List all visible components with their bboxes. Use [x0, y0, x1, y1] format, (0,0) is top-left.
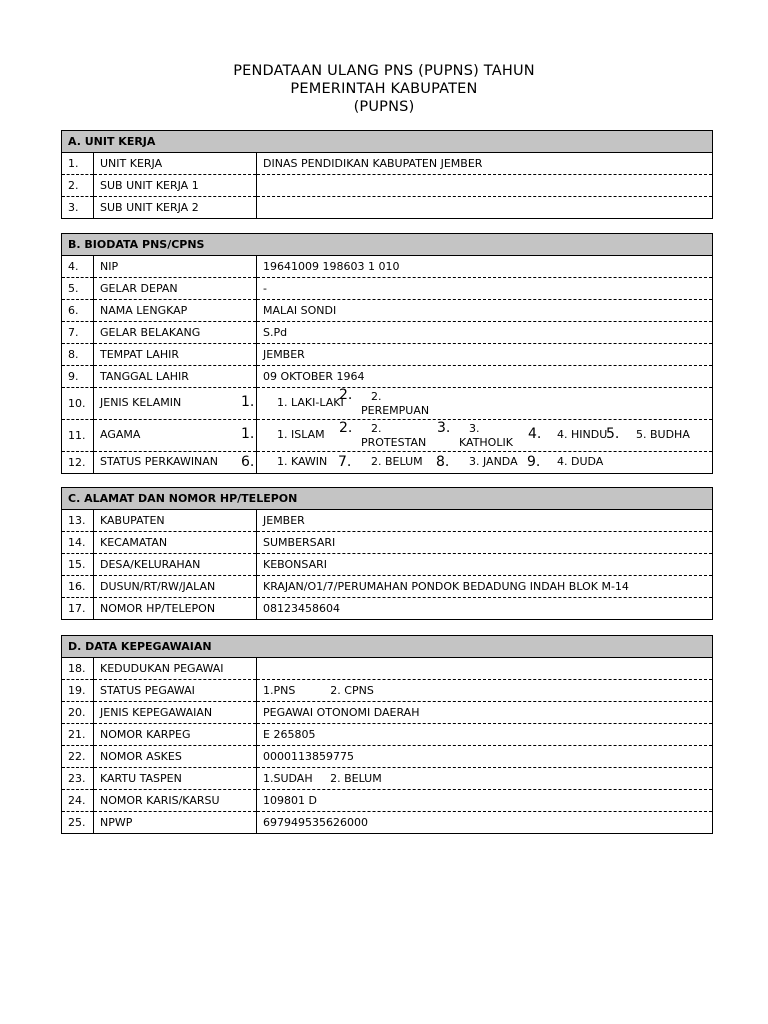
row-label: NOMOR HP/TELEPON [94, 598, 257, 620]
row-number: 8. [62, 344, 94, 366]
table-row [62, 510, 713, 532]
row-label [94, 420, 257, 452]
row-label: SUB UNIT KERJA 1 [94, 175, 257, 197]
table-row [62, 554, 713, 576]
row-number: 2. [62, 175, 94, 197]
row-label: STATUS PEGAWAI [94, 680, 257, 702]
title-line-3: (PUPNS) [353, 99, 415, 115]
option-katholik[interactable]: KATHOLIK [459, 436, 513, 449]
table-row [62, 366, 713, 388]
option-marker: 8. [436, 454, 450, 470]
option-hindu[interactable]: 4. HINDU [557, 428, 608, 441]
row-value[interactable]: 09 OKTOBER 1964 [257, 366, 713, 388]
table-row-jenis-kelamin [62, 388, 713, 420]
option-marker: 4. [528, 426, 542, 442]
option-laki-laki[interactable]: 1. LAKI-LAKI [277, 396, 344, 409]
table-row-status-perkawinan [62, 452, 713, 474]
option-kawin[interactable]: 1. KAWIN [277, 455, 328, 468]
row-number: 16. [62, 576, 94, 598]
option-belum[interactable]: 2. BELUM [371, 455, 423, 468]
row-label: DUSUN/RT/RW/JALAN [94, 576, 257, 598]
row-label: NPWP [94, 812, 257, 834]
row-value[interactable]: SUMBERSARI [257, 532, 713, 554]
option-marker: 1. [241, 394, 255, 410]
table-row [62, 197, 713, 219]
row-value[interactable]: DINAS PENDIDIKAN KABUPATEN JEMBER [257, 153, 713, 175]
row-number: 22. [62, 746, 94, 768]
row-number: 21. [62, 724, 94, 746]
section-kepegawaian [61, 635, 713, 834]
table-row [62, 256, 713, 278]
title-line-2: PEMERINTAH KABUPATEN [290, 81, 478, 97]
row-value[interactable]: JEMBER [257, 344, 713, 366]
row-value[interactable]: PEGAWAI OTONOMI DAERAH [257, 702, 713, 724]
row-label: UNIT KERJA [94, 153, 257, 175]
table-row [62, 175, 713, 197]
row-value[interactable]: 1.PNS 2. CPNS [257, 680, 713, 702]
row-number: 12. [62, 452, 94, 474]
row-label: NOMOR KARPEG [94, 724, 257, 746]
row-number: 25. [62, 812, 94, 834]
row-number: 5. [62, 278, 94, 300]
row-label: KARTU TASPEN [94, 768, 257, 790]
row-value[interactable]: - [257, 278, 713, 300]
row-value[interactable]: 1.SUDAH 2. BELUM [257, 768, 713, 790]
table-row [62, 702, 713, 724]
row-number: 24. [62, 790, 94, 812]
row-value[interactable]: 08123458604 [257, 598, 713, 620]
row-value[interactable]: 0000113859775 [257, 746, 713, 768]
option-janda[interactable]: 3. JANDA [469, 455, 518, 468]
gender-options [257, 388, 713, 420]
religion-options [257, 420, 713, 452]
row-number: 19. [62, 680, 94, 702]
row-label: KECAMATAN [94, 532, 257, 554]
label-text: AGAMA [100, 428, 141, 441]
row-label: SUB UNIT KERJA 2 [94, 197, 257, 219]
row-number: 7. [62, 322, 94, 344]
section-header: B. BIODATA PNS/CPNS [62, 234, 713, 256]
section-header: C. ALAMAT DAN NOMOR HP/TELEPON [62, 488, 713, 510]
row-value[interactable]: 697949535626000 [257, 812, 713, 834]
table-row [62, 658, 713, 680]
option-marker: 1. [241, 426, 255, 442]
row-label: TANGGAL LAHIR [94, 366, 257, 388]
table-row [62, 680, 713, 702]
table-row [62, 532, 713, 554]
row-number: 11. [62, 420, 94, 452]
row-label: TEMPAT LAHIR [94, 344, 257, 366]
option-number: 2. [371, 422, 382, 435]
row-label: GELAR BELAKANG [94, 322, 257, 344]
table-row [62, 768, 713, 790]
title-line-1: PENDATAAN ULANG PNS (PUPNS) TAHUN [233, 63, 535, 79]
option-number: 3. [469, 422, 480, 435]
row-number: 13. [62, 510, 94, 532]
row-number: 23. [62, 768, 94, 790]
label-text: JENIS KELAMIN [100, 396, 182, 409]
row-value[interactable]: 19641009 198603 1 010 [257, 256, 713, 278]
row-value[interactable]: 109801 D [257, 790, 713, 812]
section-header: A. UNIT KERJA [62, 131, 713, 153]
row-number: 20. [62, 702, 94, 724]
row-label: DESA/KELURAHAN [94, 554, 257, 576]
table-row [62, 278, 713, 300]
option-perempuan[interactable]: PEREMPUAN [361, 404, 430, 417]
row-number: 14. [62, 532, 94, 554]
row-value[interactable]: JEMBER [257, 510, 713, 532]
row-value[interactable]: KRAJAN/O1/7/PERUMAHAN PONDOK BEDADUNG INDAH BLOK M-14 [257, 576, 713, 598]
table-row [62, 724, 713, 746]
table-row [62, 598, 713, 620]
label-text: STATUS PERKAWINAN [100, 455, 219, 468]
section-alamat [61, 487, 713, 620]
option-marker: 5. [606, 426, 620, 442]
row-label: NIP [94, 256, 257, 278]
table-row [62, 344, 713, 366]
option-protestan[interactable]: PROTESTAN [361, 436, 427, 449]
option-marker: 2. [339, 387, 353, 403]
row-value[interactable]: MALAI SONDI [257, 300, 713, 322]
option-marker: 3. [437, 420, 451, 436]
row-number: 9. [62, 366, 94, 388]
marital-options [257, 452, 713, 474]
table-row-agama [62, 420, 713, 452]
row-label: NOMOR KARIS/KARSU [94, 790, 257, 812]
row-number: 17. [62, 598, 94, 620]
table-row [62, 746, 713, 768]
section-header: D. DATA KEPEGAWAIAN [62, 636, 713, 658]
row-label [94, 388, 257, 420]
row-label: GELAR DEPAN [94, 278, 257, 300]
row-label: JENIS KEPEGAWAIAN [94, 702, 257, 724]
row-label: KEDUDUKAN PEGAWAI [94, 658, 257, 680]
option-marker: 2. [339, 420, 353, 436]
option-marker: 6. [241, 454, 255, 470]
option-marker: 7. [338, 454, 352, 470]
table-row [62, 300, 713, 322]
row-value[interactable]: E 265805 [257, 724, 713, 746]
row-value[interactable]: KEBONSARI [257, 554, 713, 576]
row-number: 10. [62, 388, 94, 420]
row-number: 4. [62, 256, 94, 278]
row-value[interactable] [257, 658, 713, 680]
option-number: 2. [371, 390, 382, 403]
table-row [62, 812, 713, 834]
row-number: 6. [62, 300, 94, 322]
row-number: 1. [62, 153, 94, 175]
table-row [62, 322, 713, 344]
row-value[interactable] [257, 175, 713, 197]
row-number: 3. [62, 197, 94, 219]
section-unit-kerja [61, 130, 713, 219]
row-number: 15. [62, 554, 94, 576]
row-label: KABUPATEN [94, 510, 257, 532]
row-label [94, 452, 257, 474]
row-number: 18. [62, 658, 94, 680]
row-label: NOMOR ASKES [94, 746, 257, 768]
table-row [62, 790, 713, 812]
option-marker: 9. [527, 454, 541, 470]
row-label: NAMA LENGKAP [94, 300, 257, 322]
form-title [0, 62, 768, 116]
option-duda[interactable]: 4. DUDA [557, 455, 604, 468]
table-row [62, 576, 713, 598]
row-value[interactable] [257, 197, 713, 219]
option-islam[interactable]: 1. ISLAM [277, 428, 325, 441]
row-value[interactable]: S.Pd [257, 322, 713, 344]
option-budha[interactable]: 5. BUDHA [636, 428, 690, 441]
section-biodata [61, 233, 713, 474]
table-row [62, 153, 713, 175]
